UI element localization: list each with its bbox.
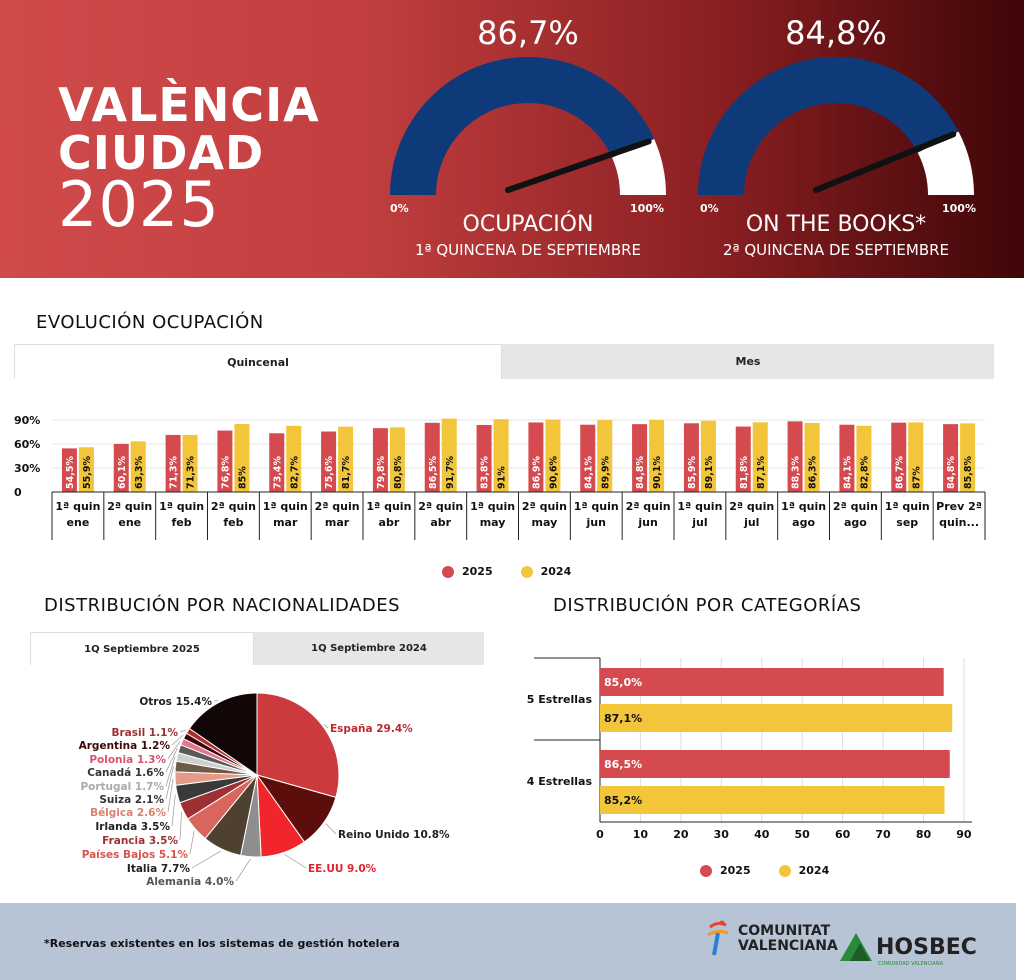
- x-tick-label: ene: [66, 516, 90, 529]
- x-tick-label: mar: [324, 516, 350, 529]
- bar-value-label: 88,3%: [790, 456, 802, 489]
- tab-1q-sep-2024[interactable]: 1Q Septiembre 2024: [254, 632, 484, 665]
- x-tick-label: mar: [273, 516, 298, 529]
- gauge-min-label: 0%: [390, 202, 409, 215]
- bar-value-label: 71,3%: [185, 456, 197, 489]
- evolucion-tabs: [14, 344, 994, 379]
- pie-slice-label: EE.UU 9.0%: [308, 863, 377, 875]
- bar-value-label: 71,3%: [168, 456, 180, 489]
- footnote: *Reservas existentes en los sistemas de gestión hotelera: [44, 937, 400, 950]
- logo-comunitat-valenciana: [706, 919, 838, 959]
- x-tick-label: 1ª quin: [366, 500, 412, 513]
- pie-leader-line: [326, 824, 336, 834]
- x-tick-label: may: [531, 516, 558, 529]
- bar-value-label: 86,9%: [531, 456, 543, 489]
- category-label: 5 Estrellas: [526, 693, 592, 706]
- comunitat-valenciana-logo-icon: [706, 919, 732, 959]
- logo-text-line2: VALENCIANA: [738, 938, 838, 954]
- pie-slice-label: España 29.4%: [330, 723, 413, 735]
- pie-slice-label: Argentina 1.2%: [78, 740, 170, 752]
- evolucion-bar-chart: [0, 400, 1024, 550]
- x-tick-label: 10: [632, 828, 649, 841]
- x-tick-label: 2ª quin: [729, 500, 775, 513]
- x-tick-label: 2ª quin: [521, 500, 567, 513]
- bar-value-label: 85%: [237, 466, 249, 489]
- x-tick-label: 20: [673, 828, 689, 841]
- bar-value-label: 90,1%: [652, 456, 664, 489]
- y-tick-label: 30%: [14, 462, 41, 475]
- bar-value-label: 81,8%: [738, 456, 750, 489]
- pie-slice-label: Portugal 1.7%: [80, 781, 164, 793]
- logo-text-line1: COMUNITAT: [738, 923, 831, 939]
- bar-value-label: 84,1%: [583, 456, 595, 489]
- pie-leader-line: [192, 851, 221, 868]
- bar-value-label: 85,8%: [963, 456, 975, 489]
- bar-value-label: 82,7%: [289, 456, 301, 489]
- header-banner: [0, 0, 1024, 278]
- y-tick-label: 60%: [14, 438, 41, 451]
- category-label: 4 Estrellas: [526, 775, 592, 788]
- bar-value-label: 87,1%: [604, 712, 643, 725]
- legend-label: 2025: [720, 864, 751, 877]
- x-tick-label: jun: [638, 516, 658, 529]
- bar-value-label: 84,8%: [946, 456, 958, 489]
- x-tick-label: 50: [794, 828, 810, 841]
- bar-2024[interactable]: [600, 704, 952, 732]
- pie-slice-label: Otros 15.4%: [139, 696, 212, 708]
- pie-leader-line: [324, 724, 328, 728]
- bar-value-label: 75,6%: [324, 456, 336, 489]
- x-tick-label: 1ª quin: [677, 500, 723, 513]
- x-tick-label: 1ª quin: [159, 500, 205, 513]
- x-tick-label: sep: [896, 516, 919, 529]
- pie-leader-line: [190, 831, 194, 854]
- x-tick-label: 40: [754, 828, 770, 841]
- title-city-line1: VALÈNCIA: [58, 78, 320, 132]
- gauge-max-label: 100%: [630, 202, 664, 215]
- x-tick-label: 2ª quin: [210, 500, 256, 513]
- hosbec-wordmark: HOSBEC: [876, 935, 977, 960]
- x-tick-label: 30: [713, 828, 729, 841]
- x-tick-label: 2ª quin: [832, 500, 878, 513]
- x-tick-label: 1ª quin: [884, 500, 930, 513]
- pie-leader-line: [172, 795, 175, 826]
- bar-value-label: 73,4%: [272, 456, 284, 489]
- title-city-line2: CIUDAD: [58, 126, 265, 180]
- gauge-dial: [378, 55, 678, 205]
- nacionalidades-pie-chart: [0, 670, 500, 900]
- x-tick-label: 70: [875, 828, 891, 841]
- bar-value-label: 87,1%: [755, 456, 767, 489]
- bar-value-label: 86,5%: [427, 456, 439, 489]
- gauge-sublabel: 1ª QUINCENA DE SEPTIEMBRE: [414, 241, 642, 259]
- x-tick-label: abr: [378, 516, 400, 529]
- x-tick-label: 80: [915, 828, 932, 841]
- legend-label: 2025: [462, 565, 493, 578]
- pie-slice-label: Irlanda 3.5%: [95, 821, 170, 833]
- nacionalidades-tabs: [30, 632, 484, 665]
- pie-slice-label: Polonia 1.3%: [89, 754, 166, 766]
- legend-item-2025[interactable]: [700, 864, 751, 877]
- x-tick-label: jun: [586, 516, 606, 529]
- x-tick-label: jul: [692, 516, 708, 529]
- x-tick-label: 1ª quin: [573, 500, 619, 513]
- bar-value-label: 79,8%: [375, 456, 387, 489]
- bar-value-label: 80,8%: [392, 456, 404, 489]
- bar-value-label: 91,7%: [444, 456, 456, 489]
- bar-value-label: 85,9%: [686, 456, 698, 489]
- tab-quincenal[interactable]: Quincenal: [14, 344, 502, 379]
- pie-slice-label: Brasil 1.1%: [111, 727, 178, 739]
- evolucion-title: EVOLUCIÓN OCUPACIÓN: [36, 312, 264, 333]
- hosbec-subtitle: COMUNIDAD VALENCIANA: [878, 961, 943, 967]
- legend-dot: [521, 566, 533, 578]
- pie-slice-label: Alemania 4.0%: [146, 876, 234, 888]
- y-tick-label: 0: [14, 486, 22, 499]
- pie-slice-label: Suiza 2.1%: [99, 794, 164, 806]
- bar-value-label: 83,8%: [479, 456, 491, 489]
- x-tick-label: 2ª quin: [625, 500, 671, 513]
- bar-value-label: 84,1%: [842, 456, 854, 489]
- bar-value-label: 81,7%: [341, 456, 353, 489]
- bar-value-label: 87%: [911, 466, 923, 489]
- legend-dot: [442, 566, 454, 578]
- legend-item-2025[interactable]: [442, 565, 493, 578]
- x-tick-label: ago: [792, 516, 816, 529]
- pie-slice-label: Francia 3.5%: [102, 835, 178, 847]
- tab-1q-sep-2025[interactable]: 1Q Septiembre 2025: [30, 632, 254, 665]
- gauge-on-the-books: [686, 0, 986, 278]
- x-tick-label: Prev 2ª: [936, 500, 982, 513]
- pie-leader-line: [180, 812, 182, 840]
- bar-value-label: 86,3%: [807, 456, 819, 489]
- pie-leader-line: [168, 779, 173, 812]
- nacionalidades-title: DISTRIBUCIÓN POR NACIONALIDADES: [44, 595, 401, 616]
- bar-2024[interactable]: [600, 786, 945, 814]
- x-tick-label: feb: [171, 516, 192, 529]
- x-tick-label: 1ª quin: [55, 500, 101, 513]
- gauge-label: OCUPACIÓN: [462, 212, 594, 237]
- gauge-sublabel: 2ª QUINCENA DE SEPTIEMBRE: [722, 241, 950, 259]
- hosbec-logo: [838, 921, 978, 969]
- tab-mes[interactable]: Mes: [502, 344, 994, 379]
- bar-value-label: 55,9%: [81, 456, 93, 489]
- bar-value-label: 86,7%: [894, 456, 906, 489]
- x-tick-label: 60: [834, 828, 851, 841]
- gauge-value: 86,7%: [477, 14, 579, 52]
- gauge-dial: [686, 55, 986, 205]
- pie-leader-line: [166, 756, 175, 786]
- bar-value-label: 91%: [496, 466, 508, 489]
- pie-slice-label: Canadá 1.6%: [87, 767, 164, 779]
- x-tick-label: feb: [223, 516, 244, 529]
- x-tick-label: 2ª quin: [107, 500, 153, 513]
- gauge-filled-arc: [390, 57, 654, 195]
- bar-value-label: 84,8%: [635, 456, 647, 489]
- x-tick-label: 1ª quin: [781, 500, 827, 513]
- x-tick-label: 2ª quin: [314, 500, 360, 513]
- bar-value-label: 89,9%: [600, 456, 612, 489]
- gauge-value: 84,8%: [785, 14, 887, 52]
- x-tick-label: may: [479, 516, 506, 529]
- x-tick-label: abr: [430, 516, 452, 529]
- bar-value-label: 60,1%: [116, 456, 128, 489]
- logo-hosbec: [838, 921, 978, 973]
- x-tick-label: 1ª quin: [470, 500, 516, 513]
- bar-value-label: 86,5%: [604, 758, 643, 771]
- pie-leader-line: [180, 730, 186, 732]
- title-year: 2025: [58, 168, 220, 241]
- legend-dot: [779, 865, 791, 877]
- legend-label: 2024: [798, 864, 830, 877]
- bar-value-label: 85,0%: [604, 676, 643, 689]
- bar-value-label: 85,2%: [604, 794, 643, 807]
- gauge-max-label: 100%: [942, 202, 976, 215]
- legend-dot: [700, 865, 712, 877]
- bar-2025[interactable]: [600, 750, 950, 778]
- categorias-title: DISTRIBUCIÓN POR CATEGORÍAS: [553, 595, 862, 616]
- pie-leader-line: [236, 859, 251, 881]
- x-tick-label: 1ª quin: [262, 500, 308, 513]
- gauge-ocupacion: [378, 0, 678, 278]
- legend-item-2024[interactable]: [521, 565, 572, 578]
- x-tick-label: 0: [596, 828, 604, 841]
- bar-value-label: 89,1%: [703, 456, 715, 489]
- bar-value-label: 54,5%: [64, 456, 76, 489]
- categorias-bar-chart: [520, 650, 990, 850]
- x-tick-label: jul: [744, 516, 760, 529]
- footer: [0, 903, 1016, 980]
- gauge-min-label: 0%: [700, 202, 719, 215]
- x-tick-label: 2ª quin: [418, 500, 464, 513]
- x-tick-label: ago: [843, 516, 867, 529]
- bar-value-label: 63,3%: [133, 456, 145, 489]
- pie-slice-label: Países Bajos 5.1%: [81, 849, 188, 861]
- gauge-filled-arc: [698, 57, 959, 195]
- y-tick-label: 90%: [14, 414, 41, 427]
- pie-slice-label: Bélgica 2.6%: [90, 807, 166, 819]
- gauge-label: ON THE BOOKS*: [745, 212, 927, 237]
- bar-value-label: 90,6%: [548, 456, 560, 489]
- pie-leader-line: [284, 854, 306, 868]
- legend-label: 2024: [540, 565, 572, 578]
- bar-value-label: 76,8%: [220, 456, 232, 489]
- evolucion-legend: [442, 565, 571, 578]
- pie-slice-label: Italia 7.7%: [126, 863, 190, 875]
- categorias-legend: [700, 864, 829, 877]
- x-tick-label: quin...: [939, 516, 980, 529]
- bar-value-label: 82,8%: [859, 456, 871, 489]
- bar-2025[interactable]: [600, 668, 944, 696]
- pie-slice-label: Reino Unido 10.8%: [338, 829, 450, 841]
- legend-item-2024[interactable]: [779, 864, 830, 877]
- x-tick-label: 90: [956, 828, 972, 841]
- x-tick-label: ene: [118, 516, 142, 529]
